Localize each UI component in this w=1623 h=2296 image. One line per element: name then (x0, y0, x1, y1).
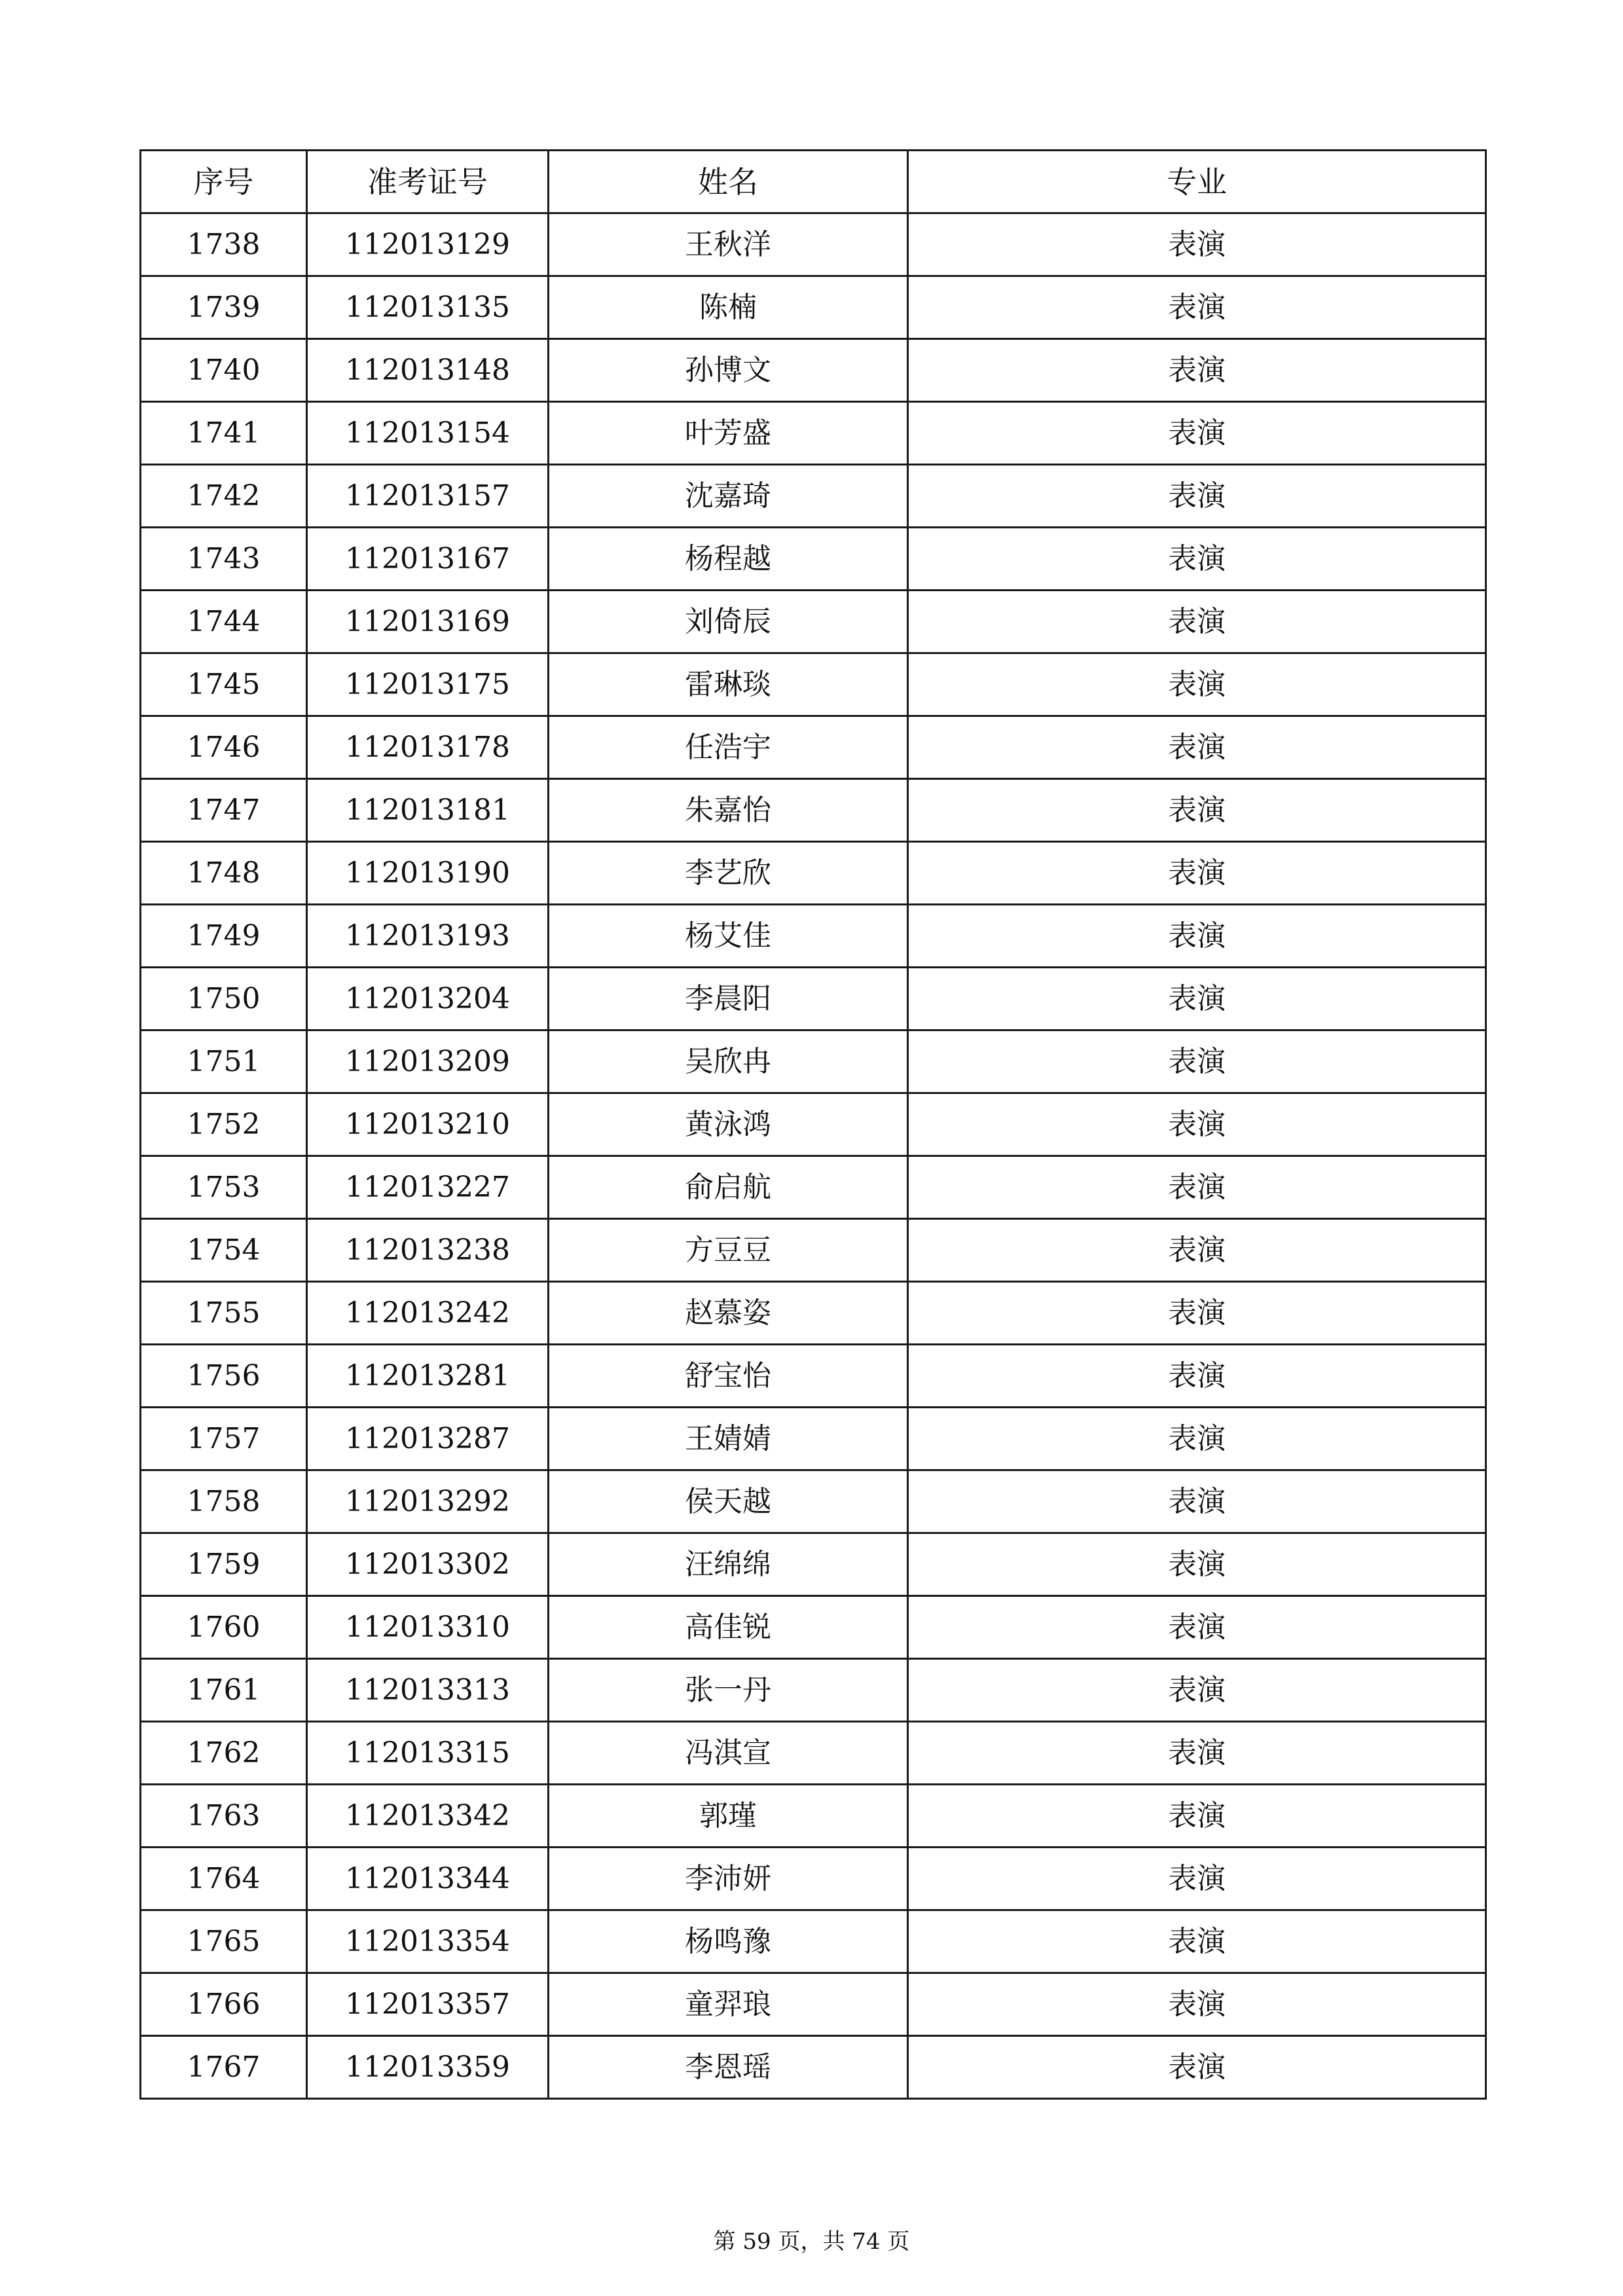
cell-major: 表演 (908, 213, 1486, 276)
cell-seq: 1749 (141, 905, 307, 968)
table-row (141, 1848, 1486, 1910)
cell-exam-id: 112013359 (307, 2036, 549, 2099)
cell-name: 叶芳盛 (549, 402, 908, 465)
cell-name: 孙博文 (549, 339, 908, 402)
cell-major: 表演 (908, 779, 1486, 842)
cell-exam-id: 112013135 (307, 276, 549, 339)
cell-seq: 1739 (141, 276, 307, 339)
cell-seq: 1747 (141, 779, 307, 842)
cell-major: 表演 (908, 1533, 1486, 1596)
cell-major: 表演 (908, 591, 1486, 653)
cell-exam-id: 112013169 (307, 591, 549, 653)
cell-seq: 1751 (141, 1030, 307, 1093)
table-row (141, 1973, 1486, 2036)
cell-name: 吴欣冉 (549, 1030, 908, 1093)
cell-seq: 1742 (141, 465, 307, 528)
header-exam-id: 准考证号 (307, 151, 549, 213)
cell-name: 张一丹 (549, 1659, 908, 1722)
cell-name: 李沛妍 (549, 1848, 908, 1910)
cell-major: 表演 (908, 905, 1486, 968)
table-row (141, 842, 1486, 905)
roster-table (139, 149, 1487, 2100)
cell-seq: 1762 (141, 1722, 307, 1785)
cell-name: 沈嘉琦 (549, 465, 908, 528)
table-row (141, 528, 1486, 591)
cell-exam-id: 112013238 (307, 1219, 549, 1282)
table-row (141, 1408, 1486, 1470)
table-row (141, 1345, 1486, 1408)
cell-seq: 1766 (141, 1973, 307, 2036)
cell-exam-id: 112013209 (307, 1030, 549, 1093)
table-row (141, 716, 1486, 779)
cell-name: 雷琳琰 (549, 653, 908, 716)
cell-major: 表演 (908, 968, 1486, 1030)
cell-major: 表演 (908, 1785, 1486, 1848)
table-row (141, 905, 1486, 968)
cell-exam-id: 112013178 (307, 716, 549, 779)
cell-major: 表演 (908, 402, 1486, 465)
page-number-text: 第 59 页，共 74 页 (713, 2229, 910, 2255)
table-row (141, 1219, 1486, 1282)
cell-exam-id: 112013181 (307, 779, 549, 842)
cell-seq: 1745 (141, 653, 307, 716)
cell-name: 俞启航 (549, 1156, 908, 1219)
cell-name: 汪绵绵 (549, 1533, 908, 1596)
header-name: 姓名 (549, 151, 908, 213)
cell-name: 李艺欣 (549, 842, 908, 905)
cell-seq: 1753 (141, 1156, 307, 1219)
cell-major: 表演 (908, 339, 1486, 402)
table-body (141, 213, 1486, 2099)
cell-exam-id: 112013357 (307, 1973, 549, 2036)
cell-exam-id: 112013313 (307, 1659, 549, 1722)
cell-exam-id: 112013129 (307, 213, 549, 276)
cell-name: 王婧婧 (549, 1408, 908, 1470)
cell-seq: 1756 (141, 1345, 307, 1408)
table-row (141, 1910, 1486, 1973)
cell-exam-id: 112013167 (307, 528, 549, 591)
cell-seq: 1765 (141, 1910, 307, 1973)
cell-major: 表演 (908, 1219, 1486, 1282)
table-row (141, 465, 1486, 528)
table-header-row (141, 151, 1486, 213)
cell-major: 表演 (908, 528, 1486, 591)
cell-exam-id: 112013342 (307, 1785, 549, 1848)
table-row (141, 1659, 1486, 1722)
cell-seq: 1760 (141, 1596, 307, 1659)
cell-seq: 1743 (141, 528, 307, 591)
cell-exam-id: 112013193 (307, 905, 549, 968)
cell-name: 郭瑾 (549, 1785, 908, 1848)
cell-exam-id: 112013310 (307, 1596, 549, 1659)
cell-major: 表演 (908, 653, 1486, 716)
page-footer (0, 2223, 1623, 2255)
cell-name: 李晨阳 (549, 968, 908, 1030)
cell-seq: 1755 (141, 1282, 307, 1345)
cell-major: 表演 (908, 1973, 1486, 2036)
table-row (141, 1785, 1486, 1848)
cell-exam-id: 112013242 (307, 1282, 549, 1345)
cell-major: 表演 (908, 1910, 1486, 1973)
cell-seq: 1748 (141, 842, 307, 905)
table-row (141, 779, 1486, 842)
cell-name: 童羿琅 (549, 1973, 908, 2036)
cell-major: 表演 (908, 1156, 1486, 1219)
cell-major: 表演 (908, 1282, 1486, 1345)
cell-major: 表演 (908, 276, 1486, 339)
cell-major: 表演 (908, 465, 1486, 528)
cell-exam-id: 112013210 (307, 1093, 549, 1156)
cell-seq: 1744 (141, 591, 307, 653)
cell-exam-id: 112013292 (307, 1470, 549, 1533)
header-major: 专业 (908, 151, 1486, 213)
cell-major: 表演 (908, 1722, 1486, 1785)
cell-major: 表演 (908, 1345, 1486, 1408)
cell-major: 表演 (908, 2036, 1486, 2099)
cell-name: 黄泳鸿 (549, 1093, 908, 1156)
cell-exam-id: 112013204 (307, 968, 549, 1030)
cell-seq: 1759 (141, 1533, 307, 1596)
table-row (141, 402, 1486, 465)
cell-name: 侯天越 (549, 1470, 908, 1533)
table-row (141, 1596, 1486, 1659)
cell-exam-id: 112013190 (307, 842, 549, 905)
cell-name: 杨程越 (549, 528, 908, 591)
cell-major: 表演 (908, 1848, 1486, 1910)
cell-name: 杨艾佳 (549, 905, 908, 968)
cell-exam-id: 112013344 (307, 1848, 549, 1910)
cell-major: 表演 (908, 1596, 1486, 1659)
table-row (141, 1722, 1486, 1785)
table-row (141, 213, 1486, 276)
cell-name: 冯淇宣 (549, 1722, 908, 1785)
cell-name: 王秋洋 (549, 213, 908, 276)
cell-seq: 1746 (141, 716, 307, 779)
header-seq: 序号 (141, 151, 307, 213)
cell-name: 杨鸣豫 (549, 1910, 908, 1973)
cell-seq: 1750 (141, 968, 307, 1030)
cell-exam-id: 112013281 (307, 1345, 549, 1408)
table-row (141, 591, 1486, 653)
table-row (141, 276, 1486, 339)
cell-exam-id: 112013315 (307, 1722, 549, 1785)
cell-name: 任浩宇 (549, 716, 908, 779)
table-row (141, 339, 1486, 402)
cell-seq: 1764 (141, 1848, 307, 1910)
table-row (141, 1093, 1486, 1156)
cell-name: 舒宝怡 (549, 1345, 908, 1408)
cell-major: 表演 (908, 1030, 1486, 1093)
cell-seq: 1741 (141, 402, 307, 465)
cell-major: 表演 (908, 1408, 1486, 1470)
cell-seq: 1738 (141, 213, 307, 276)
cell-exam-id: 112013157 (307, 465, 549, 528)
cell-exam-id: 112013354 (307, 1910, 549, 1973)
cell-major: 表演 (908, 1093, 1486, 1156)
cell-major: 表演 (908, 1470, 1486, 1533)
cell-name: 高佳锐 (549, 1596, 908, 1659)
cell-name: 方豆豆 (549, 1219, 908, 1282)
table-row (141, 2036, 1486, 2099)
cell-seq: 1767 (141, 2036, 307, 2099)
table-row (141, 1156, 1486, 1219)
cell-name: 朱嘉怡 (549, 779, 908, 842)
table-row (141, 1470, 1486, 1533)
cell-seq: 1740 (141, 339, 307, 402)
cell-seq: 1757 (141, 1408, 307, 1470)
cell-seq: 1763 (141, 1785, 307, 1848)
cell-seq: 1754 (141, 1219, 307, 1282)
cell-major: 表演 (908, 716, 1486, 779)
cell-exam-id: 112013175 (307, 653, 549, 716)
cell-major: 表演 (908, 842, 1486, 905)
cell-exam-id: 112013287 (307, 1408, 549, 1470)
cell-seq: 1752 (141, 1093, 307, 1156)
table-row (141, 653, 1486, 716)
cell-exam-id: 112013227 (307, 1156, 549, 1219)
cell-name: 陈楠 (549, 276, 908, 339)
table-row (141, 1282, 1486, 1345)
cell-exam-id: 112013148 (307, 339, 549, 402)
cell-exam-id: 112013154 (307, 402, 549, 465)
table-row (141, 1030, 1486, 1093)
cell-name: 赵慕姿 (549, 1282, 908, 1345)
cell-seq: 1761 (141, 1659, 307, 1722)
cell-seq: 1758 (141, 1470, 307, 1533)
table-row (141, 1533, 1486, 1596)
cell-major: 表演 (908, 1659, 1486, 1722)
cell-exam-id: 112013302 (307, 1533, 549, 1596)
table-row (141, 968, 1486, 1030)
cell-name: 刘倚辰 (549, 591, 908, 653)
cell-name: 李恩瑶 (549, 2036, 908, 2099)
